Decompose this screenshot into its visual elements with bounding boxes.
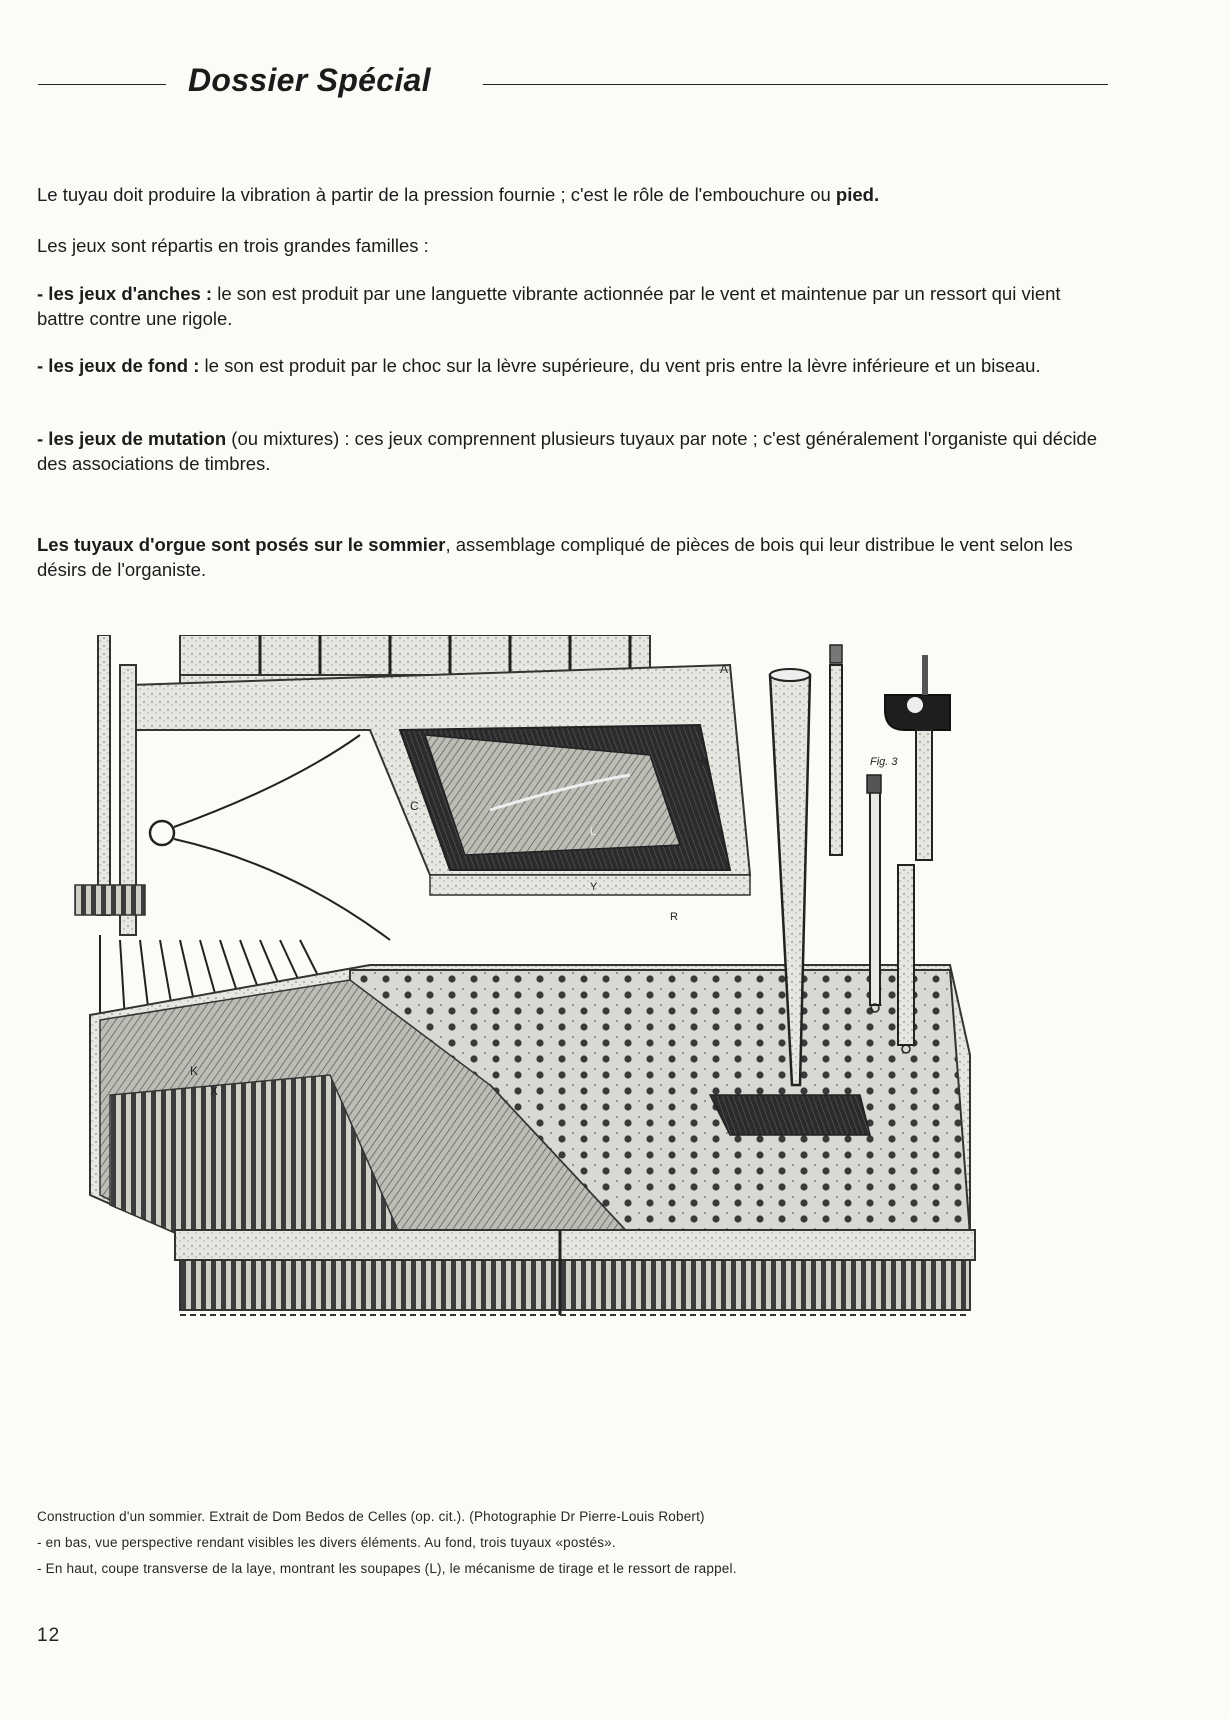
svg-text:X: X <box>210 1084 219 1098</box>
svg-text:A: A <box>720 662 729 676</box>
ressort-de-rappel <box>150 735 390 940</box>
page-header <box>38 62 1108 102</box>
paragraph-jeux-fond: - les jeux de fond : le son est produit par le choc sur la lèvre supérieure, du vent pris entre la lèvre inférieure et un biseau. <box>37 355 1041 376</box>
svg-text:B: B <box>700 756 708 768</box>
sommier-perspective <box>90 881 970 1235</box>
sommier-base <box>175 1230 975 1315</box>
svg-text:R: R <box>670 911 678 923</box>
paragraph-jeux-mutation: - les jeux de mutation (ou mixtures) : ces jeux comprennent plusieurs tuyaux par note ; c'est généralement l'organiste qui décide des associations de timbres. <box>37 428 1098 474</box>
engraving-illustration <box>70 635 1060 1435</box>
laye-cross-section <box>130 635 750 895</box>
svg-text:L: L <box>590 826 597 838</box>
caption-line-2: - en bas, vue perspective rendant visibles les divers éléments. Au fond, trois tuyaux «postés». <box>37 1535 616 1550</box>
svg-text:Y: Y <box>590 881 598 893</box>
caption-line-1: Construction d'un sommier. Extrait de Dom Bedos de Celles (op. cit.). (Photographie Dr Pierre-Louis Robert) <box>37 1509 705 1524</box>
section-title: Dossier Spécial <box>188 62 431 98</box>
svg-text:C: C <box>410 799 419 813</box>
paragraph-sommier: Les tuyaux d'orgue sont posés sur le sommier, assemblage compliqué de pièces de bois qui leur distribue le vent selon les désirs de l'organiste. <box>37 534 1073 580</box>
fig3-detail <box>870 655 950 860</box>
paragraph-embouchure: Le tuyau doit produire la vibration à partir de la pression fournie ; c'est le rôle de l'embouchure ou pied. <box>37 184 880 205</box>
left-pipes <box>75 635 145 935</box>
paragraph-familles: Les jeux sont répartis en trois grandes familles : <box>37 235 429 256</box>
svg-text:Fig. 3: Fig. 3 <box>870 756 898 768</box>
paragraph-jeux-anches: - les jeux d'anches : le son est produit par une languette vibrante actionnée par le vent et maintenue par un ressort qui vient battre contre une rigole. <box>37 283 1061 329</box>
svg-text:K: K <box>190 1064 199 1078</box>
engraving-sommier <box>70 635 1060 1435</box>
header-rule-left <box>38 84 166 85</box>
header-rule-right <box>483 84 1108 85</box>
caption-line-3: - En haut, coupe transverse de la laye, montrant les soupapes (L), le mécanisme de tirage et le ressort de rappel. <box>37 1561 737 1576</box>
page-number: 12 <box>37 1625 61 1646</box>
